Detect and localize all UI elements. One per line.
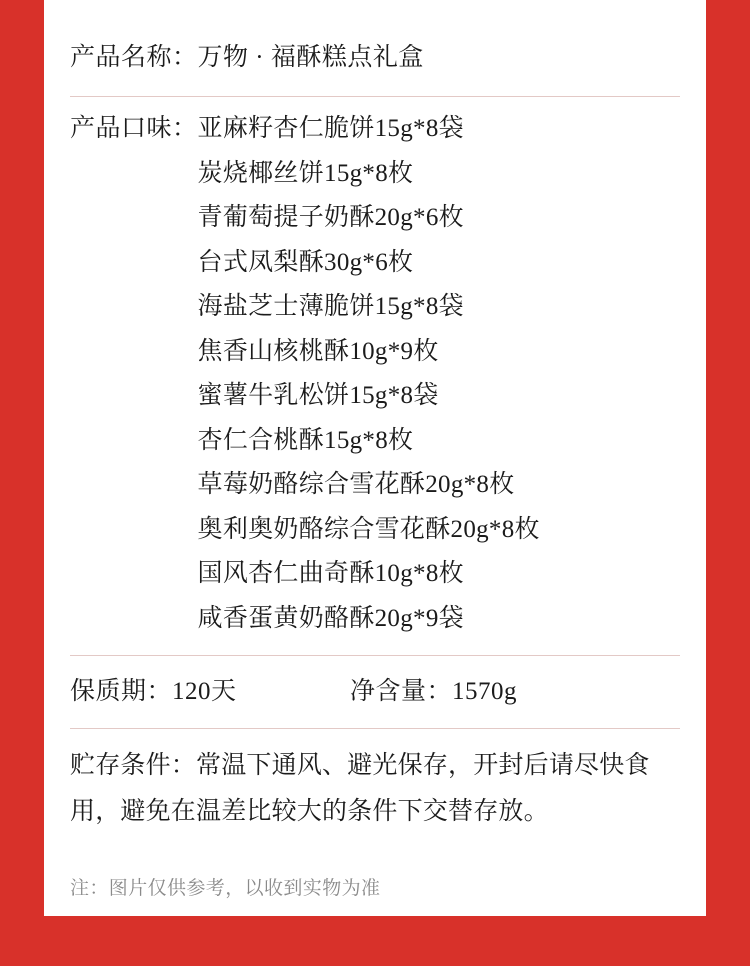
product-name-value: 万物 · 福酥糕点礼盒: [197, 44, 424, 71]
shelf-life-value: 120天: [172, 678, 237, 705]
storage-value: 常温下通风、避光保存，开封后请尽快食用，避免在温差比较大的条件下交替存放。: [70, 752, 650, 825]
flavor-list: [198, 107, 540, 641]
list-item: 国风杏仁曲奇酥10g*8枚: [197, 560, 464, 587]
list-item: 奥利奥奶酪综合雪花酥20g*8枚: [197, 515, 540, 543]
product-name-label: 产品名称：: [70, 44, 198, 71]
storage-section: [70, 729, 680, 853]
storage-label: 贮存条件：: [70, 752, 197, 779]
list-item: 焦香山核桃酥10g*9枚: [197, 337, 439, 365]
list-item: 青葡萄提子奶酥20g*6枚: [197, 204, 464, 231]
list-item: 亚麻籽杏仁脆饼15g*8袋: [197, 115, 464, 142]
shelf-weight-row: [70, 656, 680, 728]
product-name-row: [70, 22, 680, 96]
list-item: 海盐芝士薄脆饼15g*8袋: [197, 293, 464, 320]
shelf-life-label: 保质期：: [70, 678, 173, 705]
product-name-section: [70, 0, 680, 96]
list-item: 蜜薯牛乳松饼15g*8袋: [197, 382, 439, 409]
list-item: 炭烧椰丝饼15g*8枚: [197, 159, 414, 187]
net-weight-value: 1570g: [452, 678, 518, 705]
shelf-life-group: [70, 670, 350, 714]
product-flavor-label: 产品口味：: [70, 115, 198, 142]
net-weight-label: 净含量：: [350, 678, 453, 705]
spec-card: [44, 0, 706, 916]
list-item: 草莓奶酪综合雪花酥20g*8枚: [197, 471, 515, 498]
storage-text: [70, 743, 680, 835]
footnote: 注：图片仅供参考，以收到实物为准: [70, 878, 381, 899]
list-item: 咸香蛋黄奶酪酥20g*9袋: [197, 604, 464, 632]
list-item: 杏仁合桃酥15g*8枚: [197, 426, 414, 454]
product-flavor-section: [70, 97, 680, 655]
list-item: 台式凤梨酥30g*6枚: [197, 248, 414, 276]
net-weight-group: [350, 670, 517, 714]
